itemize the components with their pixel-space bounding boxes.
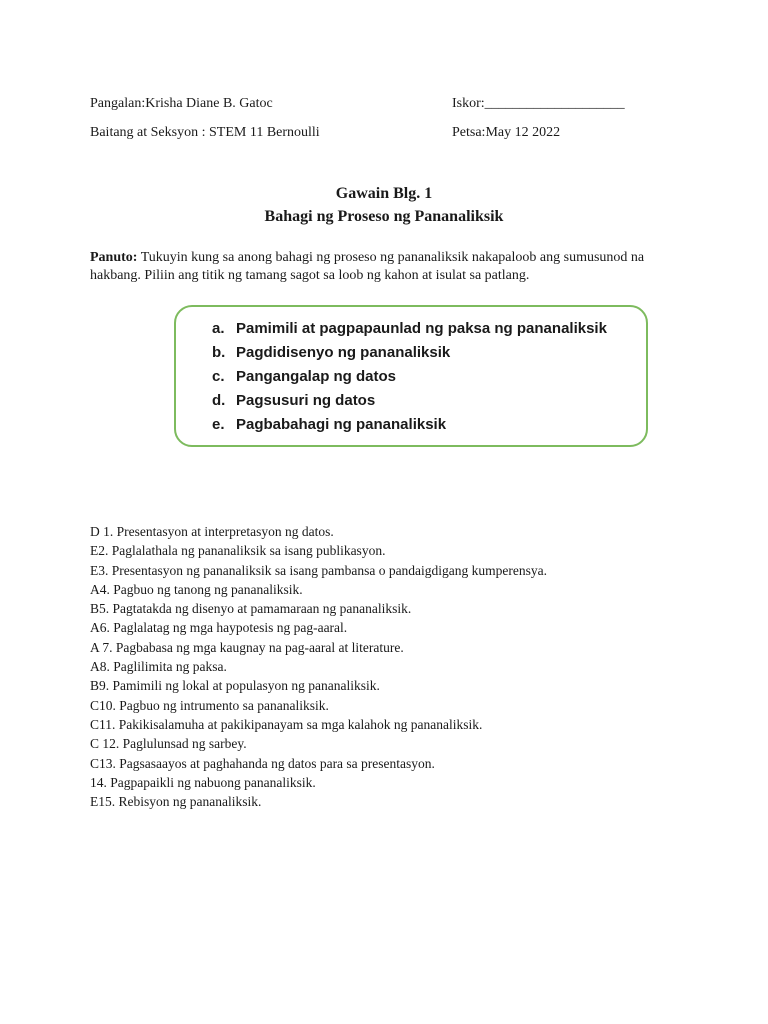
score-label: Iskor:	[452, 96, 485, 111]
choice-item	[212, 319, 607, 343]
choice-letter: e.	[212, 416, 225, 433]
choice-letter: c.	[212, 368, 225, 385]
instructions-label: Panuto:	[90, 250, 138, 265]
score-line	[452, 95, 625, 112]
activity-title: Gawain Blg. 1	[335, 185, 433, 202]
grade-label: Baitang at Seksyon :	[90, 125, 209, 140]
answer-item: B5. Pagtatakda ng disenyo at pamamaraan ng pananaliksik.	[90, 601, 412, 617]
choice-letter: d.	[212, 392, 226, 409]
answer-item: B9. Pamimili ng lokal at populasyon ng pananaliksik.	[90, 678, 380, 694]
answer-item: D 1. Presentasyon at interpretasyon ng datos.	[90, 524, 334, 539]
grade-section-line	[90, 124, 320, 141]
choice-text: Pagsusuri ng datos	[236, 392, 376, 409]
choice-text: Pagbabahagi ng pananaliksik	[236, 416, 447, 433]
answer-item: A8. Paglilimita ng paksa.	[90, 659, 227, 675]
answer-item: C11. Pakikisalamuha at pakikipanayam sa mga kalahok ng pananaliksik.	[90, 716, 483, 732]
answer-item: C10. Pagbuo ng intrumento sa pananaliksik.	[90, 697, 329, 713]
answer-item: 14. Pagpapaikli ng nabuong pananaliksik.	[90, 774, 316, 790]
date-line	[452, 124, 560, 141]
choices-list	[212, 319, 607, 439]
name-value: Krisha Diane B. Gatoc	[145, 96, 273, 111]
choice-item	[212, 367, 607, 391]
choice-letter: b.	[212, 344, 226, 361]
name-label: Pangalan:	[90, 96, 146, 111]
grade-value: STEM 11 Bernoulli	[209, 125, 320, 140]
choice-item	[212, 391, 607, 415]
activity-subtitle: Bahagi ng Proseso ng Pananaliksik	[264, 208, 504, 225]
date-label: Petsa:	[452, 125, 486, 140]
choice-text: Pamimili at pagpapaunlad ng paksa ng pananaliksik	[236, 320, 607, 337]
answer-item: E15. Rebisyon ng pananaliksik.	[90, 794, 262, 810]
answer-item: E2. Paglalathala ng pananaliksik sa isang publikasyon.	[90, 543, 386, 559]
answer-item: C 12. Paglulunsad ng sarbey.	[90, 736, 247, 752]
answer-item: A4. Pagbuo ng tanong ng pananaliksik.	[90, 581, 303, 597]
choice-text: Pagdidisenyo ng pananaliksik	[236, 344, 451, 361]
instructions-text: Tukuyin kung sa anong bahagi ng proseso ng pananaliksik nakapaloob ang sumusunod na hakbang. Piliin ang titik ng tamang sagot sa loob ng kahon at isulat sa patlang.	[90, 250, 645, 283]
choice-item	[212, 343, 607, 367]
answer-item: A 7. Pagbabasa ng mga kaugnay na pag-aaral at literature.	[90, 639, 404, 655]
answer-item: C13. Pagsasaayos at paghahanda ng datos para sa presentasyon.	[90, 755, 435, 771]
name-line	[90, 95, 273, 112]
choice-text: Pangangalap ng datos	[236, 368, 397, 385]
answer-item: A6. Paglalatag ng mga haypotesis ng pag-aaral.	[90, 620, 348, 636]
answers-list	[90, 522, 547, 811]
date-value: May 12 2022	[485, 125, 561, 140]
answer-item: E3. Presentasyon ng pananaliksik sa isang pambansa o pandaigdigang kumperensya.	[90, 562, 548, 578]
choice-letter: a.	[212, 320, 225, 337]
choice-item	[212, 415, 607, 439]
instructions	[90, 249, 690, 285]
score-blank: ____________________	[484, 96, 625, 111]
